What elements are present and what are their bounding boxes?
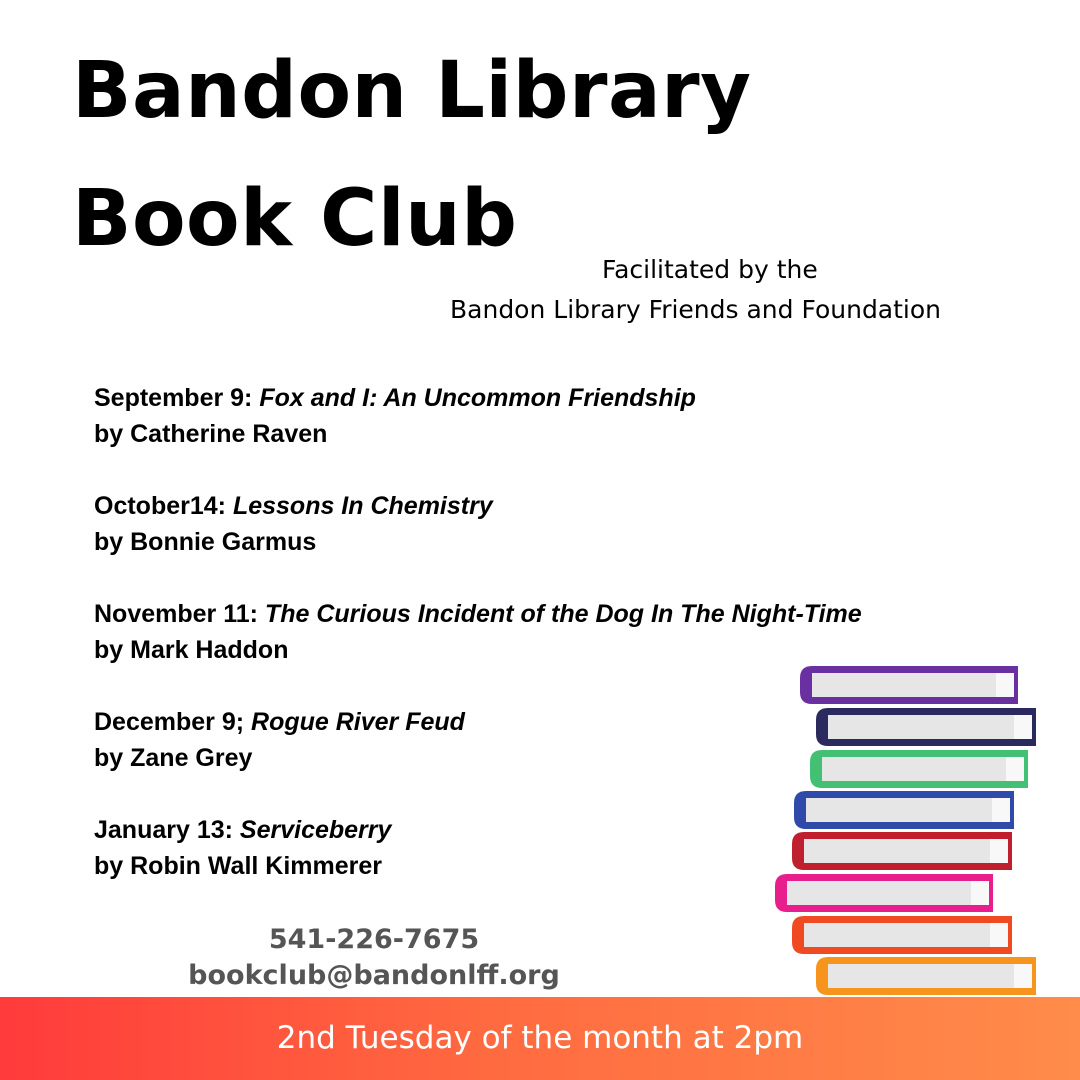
book-pages [828,715,1032,739]
book-page-edge [990,923,1008,947]
schedule-date: November 11: [94,600,265,628]
book-author: by Catherine Raven [94,420,328,448]
facilitated-line-2: Bandon Library Friends and Foundation [450,295,942,324]
title-line-2: Book Club [72,174,518,264]
schedule-date: January 13: [94,816,240,844]
schedule-entry-line [94,596,914,632]
book-pages [822,757,1024,781]
book-title: Serviceberry [239,816,392,844]
book-pages [812,673,1014,697]
book-stack-icon [770,660,1050,1000]
book-page-edge [992,798,1010,822]
book-title: Fox and I: An Uncommon Friendship [259,384,696,412]
book-author: by Mark Haddon [94,636,289,664]
facilitated-line-1: Facilitated by the [602,255,818,284]
title-line-1: Bandon Library [72,46,752,136]
book-pages [804,839,1008,863]
schedule-entry-september [94,380,914,488]
book-page-edge [1014,715,1032,739]
book-title: The Curious Incident of the Dog In The Night-Time [264,600,862,628]
book-title: Rogue River Feud [251,708,465,736]
book-title: Lessons In Chemistry [232,492,493,520]
book-author: by Zane Grey [94,744,253,772]
book-pages [804,923,1008,947]
book-author: by Robin Wall Kimmerer [94,852,383,880]
contact-info [172,922,576,994]
schedule-entry-line [94,380,914,416]
schedule-entry-line [94,488,914,524]
schedule-date: September 9: [94,384,260,412]
phone-number[interactable]: 541-226-7675 [268,924,480,955]
email-address[interactable]: bookclub@bandonlff.org [188,960,560,991]
schedule-date: October14: [94,492,233,520]
book-page-edge [1006,757,1024,781]
book-pages [787,881,989,905]
book-page-edge [996,673,1014,697]
footer-banner [0,997,1080,1080]
book-author: by Bonnie Garmus [94,528,317,556]
book-page-edge [1014,964,1032,988]
schedule-date: December 9; [94,708,252,736]
book-pages [828,964,1032,988]
book-pages [806,798,1010,822]
meeting-time: 2nd Tuesday of the month at 2pm [276,1020,804,1056]
book-page-edge [990,839,1008,863]
schedule-entry-october [94,488,914,596]
book-page-edge [971,881,989,905]
